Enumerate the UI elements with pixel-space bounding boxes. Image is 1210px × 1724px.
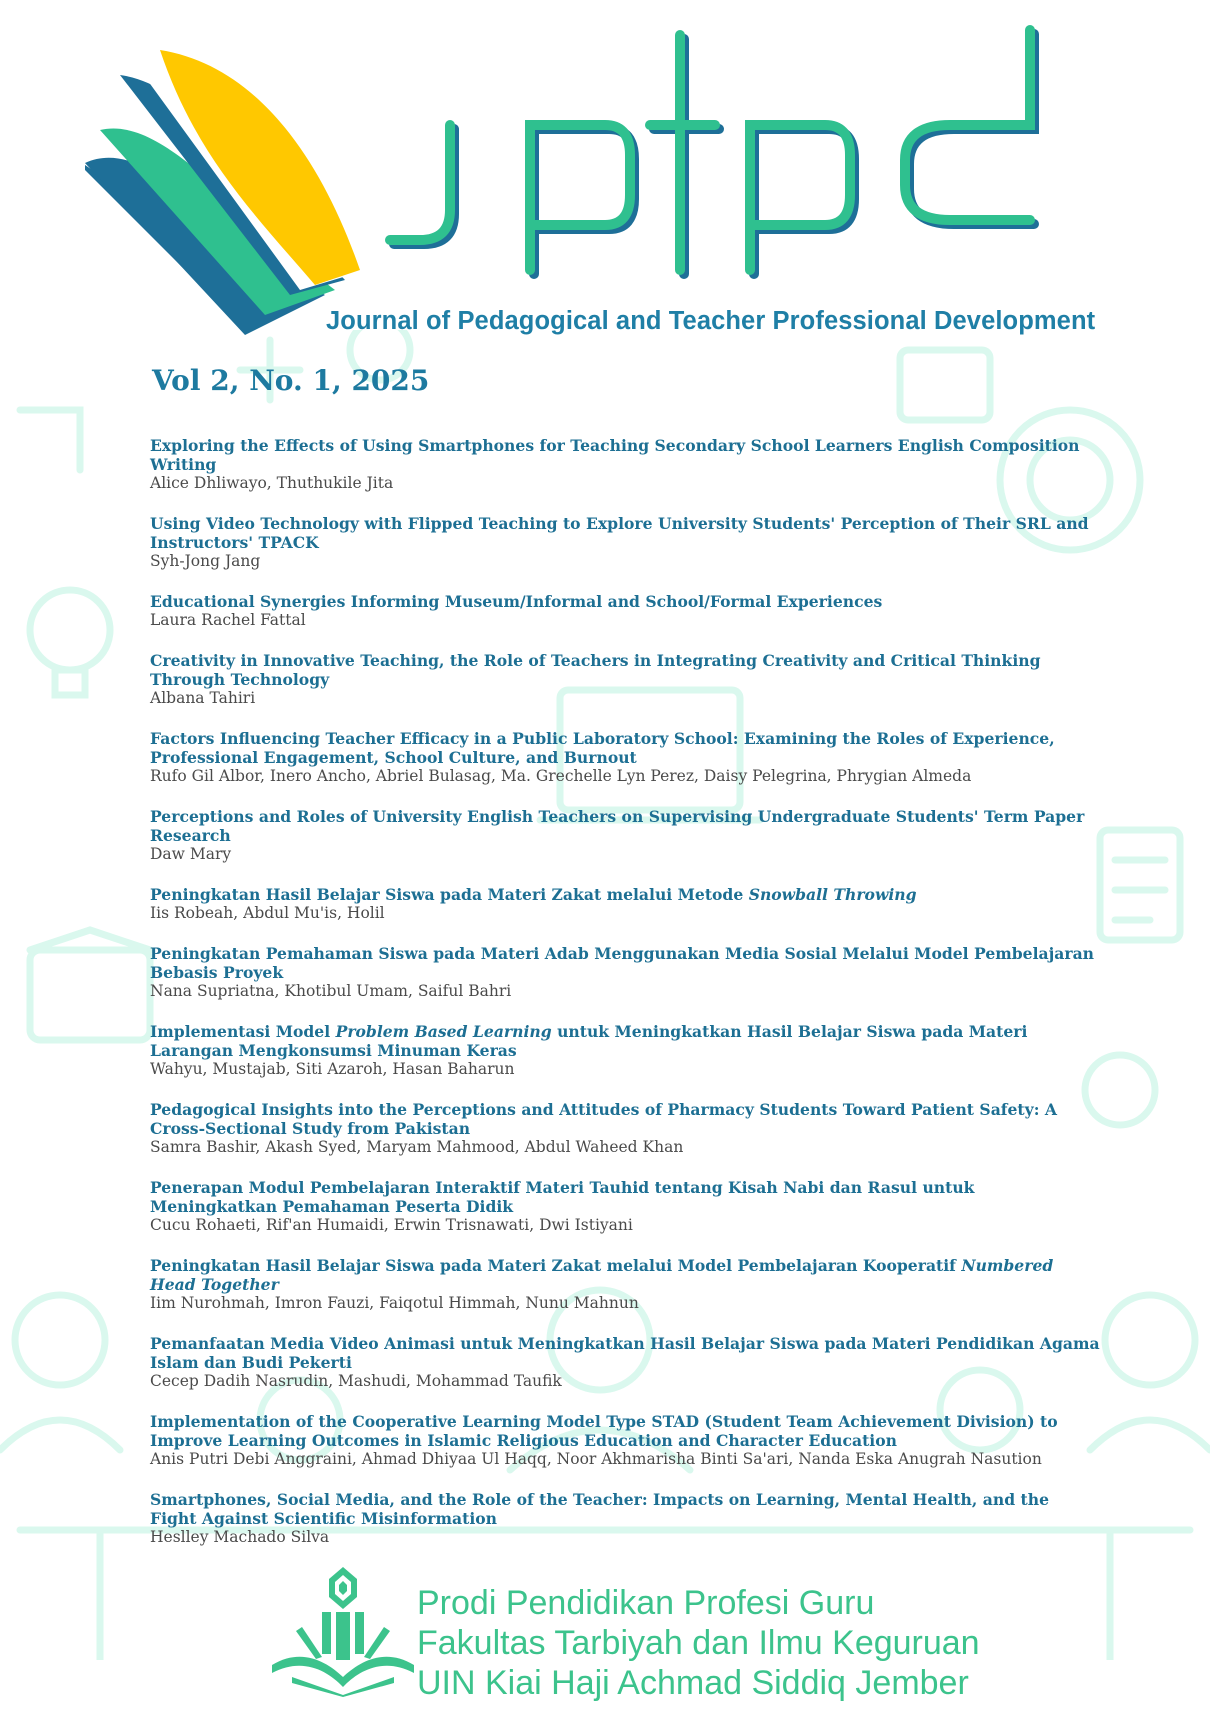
article-title[interactable] xyxy=(150,885,1100,904)
doodle-lightbulb-icon xyxy=(30,590,110,670)
article-authors: Alice Dhliwayo, Thuthukile Jita xyxy=(150,474,394,492)
article-entry xyxy=(150,1490,1100,1547)
article-title[interactable]: Smartphones, Social Media, and the Role of the Teacher: Impacts on Learning, Mental Health, and the Fight Against Scientific Misinformation xyxy=(150,1490,1049,1528)
publisher-info xyxy=(417,1583,980,1703)
article-entry xyxy=(150,1178,1100,1235)
article-authors: Laura Rachel Fattal xyxy=(150,611,306,629)
article-authors: Syh-Jong Jang xyxy=(150,552,261,570)
article-title[interactable]: Creativity in Innovative Teaching, the Role of Teachers in Integrating Creativity and Critical Thinking Through Technology xyxy=(150,651,1041,689)
journal-name: Journal of Pedagogical and Teacher Professional Development xyxy=(326,307,1096,335)
article-authors: Daw Mary xyxy=(150,845,232,863)
article-title[interactable]: Factors Influencing Teacher Efficacy in a Public Laboratory School: Examining the Roles of Experience, Professional Engagement, School Culture, and Burnout xyxy=(150,729,1055,767)
article-entry xyxy=(150,1256,1100,1313)
article-authors: Albana Tahiri xyxy=(150,689,256,707)
article-entry xyxy=(150,1334,1100,1391)
article-entry xyxy=(150,651,1100,708)
article-title[interactable]: Penerapan Modul Pembelajaran Interaktif Materi Tauhid tentang Kisah Nabi dan Rasul untuk Meningkatkan Pemahaman Peserta Didik xyxy=(150,1178,975,1216)
article-title[interactable]: Pemanfaatan Media Video Animasi untuk Meningkatkan Hasil Belajar Siswa pada Materi Pendidikan Agama Islam dan Budi Pekerti xyxy=(150,1334,1100,1372)
article-title-italic: Numbered Head Together xyxy=(150,1256,1054,1294)
uin-khas-logo xyxy=(272,1567,414,1697)
article-authors: Iim Nurohmah, Imron Fauzi, Faiqotul Himmah, Nunu Mahnun xyxy=(150,1294,639,1312)
article-title-italic: Snowball Throwing xyxy=(748,885,917,904)
article-authors: Iis Robeah, Abdul Mu'is, Holil xyxy=(150,904,385,922)
article-entry xyxy=(150,944,1100,1001)
article-authors: Heslley Machado Silva xyxy=(150,1528,330,1546)
article-entry xyxy=(150,436,1100,493)
article-authors: Anis Putri Debi Anggraini, Ahmad Dhiyaa Ul Haqq, Noor Akhmarisha Binti Sa'ari, Nanda Eska Anugrah Nasution xyxy=(150,1450,1042,1468)
publisher-line-2: Fakultas Tarbiyah dan Ilmu Keguruan xyxy=(417,1624,980,1662)
article-authors: Cecep Dadih Nasrudin, Mashudi, Mohammad Taufik xyxy=(150,1372,562,1390)
doodle-book-icon xyxy=(30,950,150,1040)
journal-wordmark-logo xyxy=(380,25,1080,315)
article-title[interactable]: Educational Synergies Informing Museum/Informal and School/Formal Experiences xyxy=(150,592,883,611)
article-entry xyxy=(150,1022,1100,1079)
publisher-line-1: Prodi Pendidikan Profesi Guru xyxy=(417,1584,875,1622)
article-title-text: Peningkatan Hasil Belajar Siswa pada Materi Zakat melalui Metode xyxy=(150,885,749,904)
article-entry xyxy=(150,1100,1100,1157)
article-authors: Wahyu, Mustajab, Siti Azaroh, Hasan Baharun xyxy=(150,1060,515,1078)
article-title[interactable] xyxy=(150,1256,1100,1294)
article-entry xyxy=(150,807,1100,864)
article-title-text: Peningkatan Hasil Belajar Siswa pada Materi Zakat melalui Model Pembelajaran Kooperatif xyxy=(150,1256,962,1275)
article-title[interactable]: Using Video Technology with Flipped Teaching to Explore University Students' Perception of Their SRL and Instructors' TPACK xyxy=(150,514,1089,552)
article-authors: Samra Bashir, Akash Syed, Maryam Mahmood, Abdul Waheed Khan xyxy=(150,1138,684,1156)
article-title[interactable]: Pedagogical Insights into the Perceptions and Attitudes of Pharmacy Students Toward Patient Safety: A Cross-Sectional Study from Pakistan xyxy=(150,1100,1057,1138)
article-title-text: Implementasi Model xyxy=(150,1022,336,1041)
article-entry xyxy=(150,729,1100,786)
article-authors: Nana Supriatna, Khotibul Umam, Saiful Bahri xyxy=(150,982,512,1000)
article-authors: Cucu Rohaeti, Rif'an Humaidi, Erwin Trisnawati, Dwi Istiyani xyxy=(150,1216,633,1234)
article-entry xyxy=(150,592,1100,630)
article-title[interactable]: Peningkatan Pemahaman Siswa pada Materi Adab Menggunakan Media Sosial Melalui Model Pembelajaran Bebasis Proyek xyxy=(150,944,1095,982)
article-authors: Rufo Gil Albor, Inero Ancho, Abriel Bulasag, Ma. Grechelle Lyn Perez, Daisy Pelegrina, Phrygian Almeda xyxy=(150,767,972,785)
journal-logo-books-icon xyxy=(85,45,385,335)
article-entry xyxy=(150,1412,1100,1469)
article-title[interactable] xyxy=(150,1022,1100,1060)
publisher-line-3: UIN Kiai Haji Achmad Siddiq Jember xyxy=(417,1664,969,1702)
article-title-italic: Problem Based Learning xyxy=(335,1022,552,1041)
issue-volume: Vol 2, No. 1, 2025 xyxy=(152,364,430,397)
article-title[interactable]: Perceptions and Roles of University English Teachers on Supervising Undergraduate Students' Term Paper Research xyxy=(150,807,1085,845)
article-entry xyxy=(150,514,1100,571)
table-of-contents xyxy=(150,436,1100,1568)
doodle-person-icon xyxy=(15,1295,105,1385)
article-title[interactable]: Implementation of the Cooperative Learning Model Type STAD (Student Team Achievement Division) to Improve Learning Outcomes in Islamic Religious Education and Character Education xyxy=(150,1412,1058,1450)
article-entry xyxy=(150,885,1100,923)
article-title[interactable]: Exploring the Effects of Using Smartphones for Teaching Secondary School Learners English Composition Writing xyxy=(150,436,1080,474)
article-title-text: untuk Meningkatkan Hasil Belajar Siswa pada Materi Larangan Mengkonsumsi Minuman Keras xyxy=(150,1022,1028,1060)
